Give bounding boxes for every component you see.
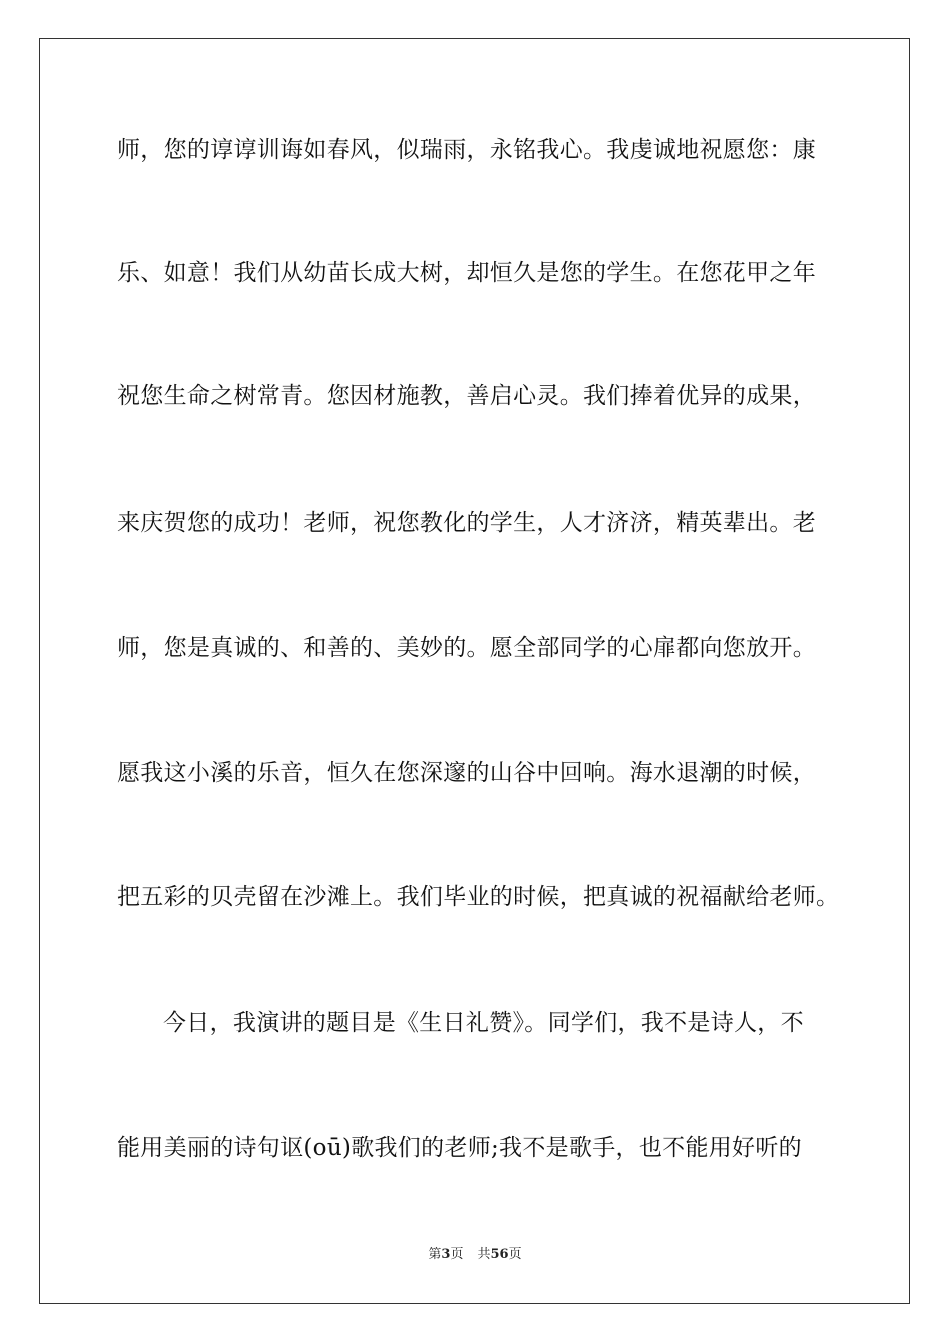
body-text-line-2: 乐、如意！我们从幼苗长成大树，却恒久是您的学生。在您花甲之年 <box>117 260 816 286</box>
page-suffix: 页 <box>450 1247 464 1262</box>
paragraph-start-line: 今日，我演讲的题目是《生日礼赞》。同学们，我不是诗人，不 <box>163 1010 804 1036</box>
body-text-line-6: 愿我这小溪的乐音，恒久在您深邃的山谷中回响。海水退潮的时候， <box>117 760 816 786</box>
page-number: 3 <box>441 1247 451 1262</box>
body-text-line-3: 祝您生命之树常青。您因材施教，善启心灵。我们捧着优异的成果， <box>117 383 816 409</box>
total-suffix: 页 <box>508 1247 522 1262</box>
total-prefix: 共 <box>477 1247 491 1262</box>
total-pages: 56 <box>490 1247 509 1262</box>
page-frame <box>39 38 910 1304</box>
page-footer <box>0 1245 950 1265</box>
body-text-line-5: 师，您是真诚的、和善的、美妙的。愿全部同学的心扉都向您放开。 <box>117 635 816 661</box>
body-text-line-7: 把五彩的贝壳留在沙滩上。我们毕业的时候，把真诚的祝福献给老师。 <box>117 884 840 910</box>
body-text-line-4: 来庆贺您的成功！老师，祝您教化的学生，人才济济，精英辈出。老 <box>117 510 816 536</box>
body-text-line-1: 师，您的谆谆训诲如春风，似瑞雨，永铭我心。我虔诚地祝愿您：康 <box>117 137 816 163</box>
body-text-line-9: 能用美丽的诗句讴(oū)歌我们的老师;我不是歌手，也不能用好听的 <box>117 1135 802 1161</box>
page-prefix: 第 <box>428 1247 442 1262</box>
